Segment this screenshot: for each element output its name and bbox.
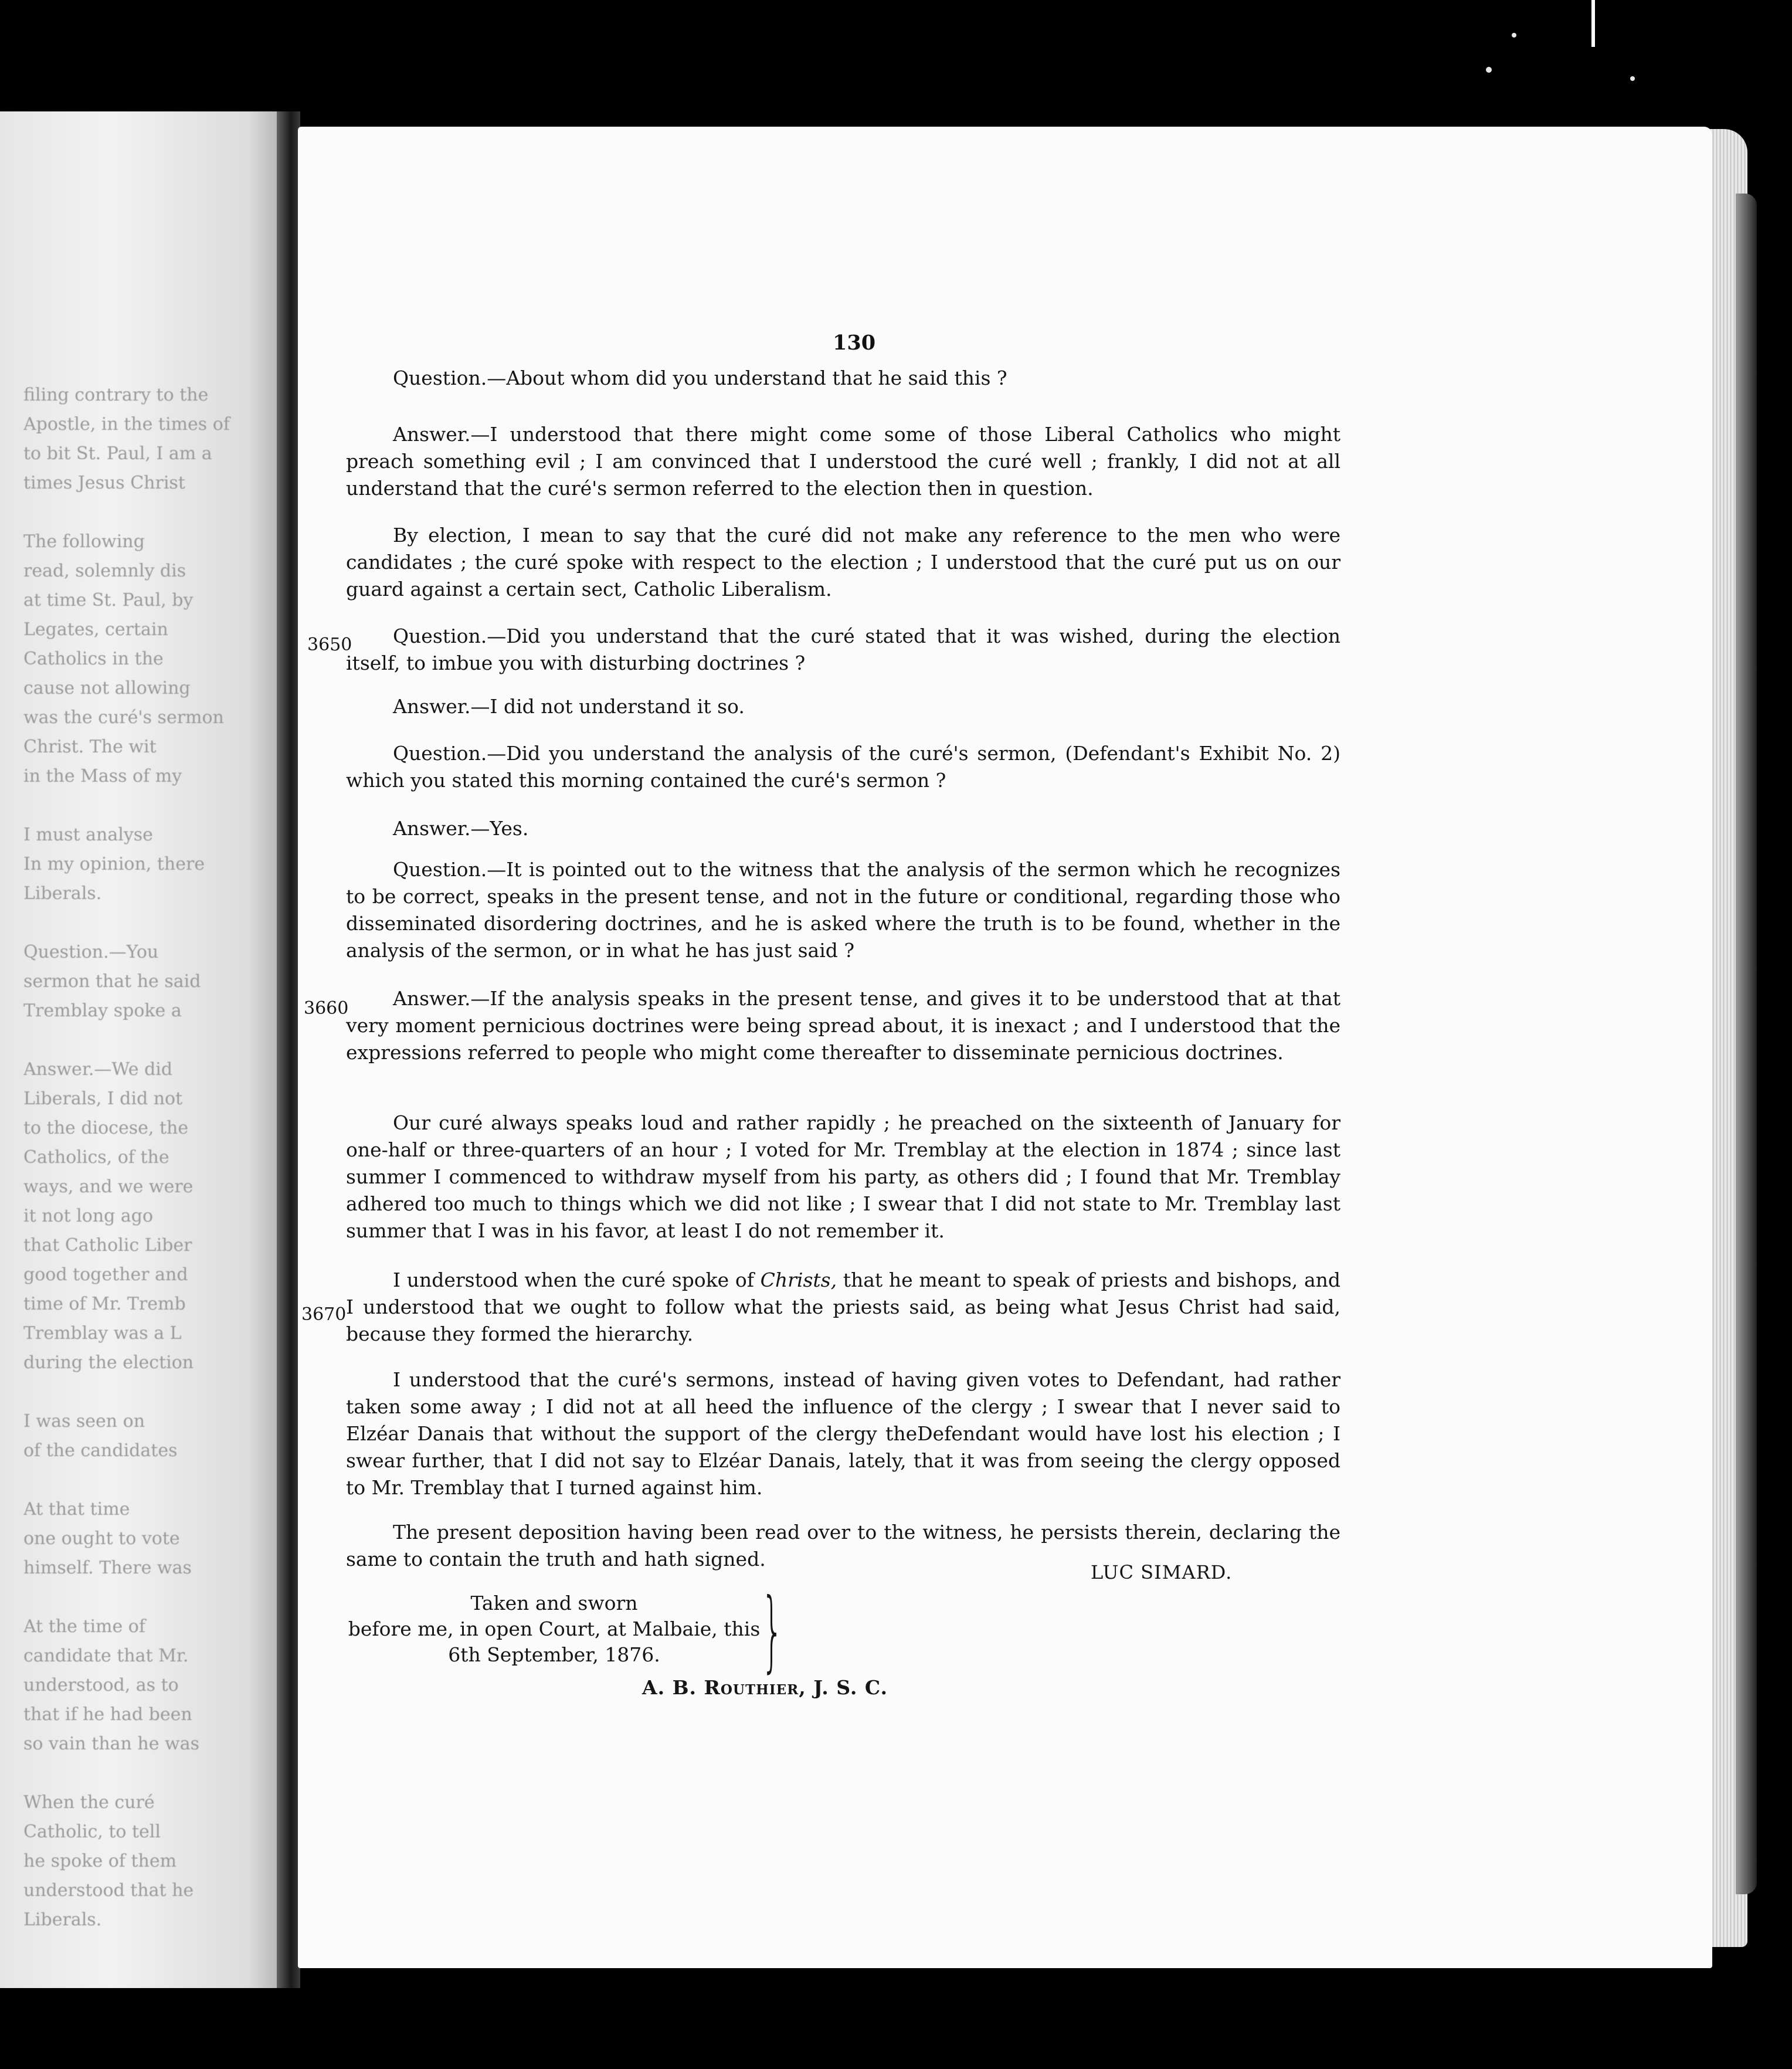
margin-line-number: 3660 xyxy=(304,998,349,1019)
paragraph: Question.—About whom did you understand that he said this ? xyxy=(393,367,1007,389)
italic-term: Christs, xyxy=(760,1268,837,1291)
bleed-through-text: time of Mr. Tremb xyxy=(23,1294,186,1314)
paragraph: The present deposition having been read over to the witness, he persists therein, declaring the same to contain the truth and hath signed. xyxy=(346,1521,1340,1571)
judge-signature xyxy=(642,1676,888,1699)
bleed-through-text: Answer.—We did xyxy=(23,1059,173,1080)
bleed-through-text: cause not allowing xyxy=(23,678,191,698)
curly-brace: } xyxy=(761,1580,784,1682)
bleed-through-text: one ought to vote xyxy=(23,1528,180,1549)
paragraph-text: that he meant to speak of priests and bishops, and I understood that we ought to follow what the priests said, as being what Jesus Christ had said, because they formed the hierarchy. xyxy=(346,1268,1340,1345)
paragraph: I understood that the curé's sermons, instead of having given votes to Defendant, had rather taken some away ; I did not at all heed the influence of the clergy ; I swear that I never said to Elzéar Danais that without the support of the clergy theDefendant would have lost his election ; I swear further, that I did not say to Elzéar Danais, lately, that it was from seeing the clergy opposed to Mr. Tremblay that I turned against him. xyxy=(346,1368,1340,1499)
bleed-through-text: he spoke of them xyxy=(23,1851,177,1871)
bleed-through-text: that Catholic Liber xyxy=(23,1235,192,1256)
bleed-through-text: understood that he xyxy=(23,1880,194,1901)
bleed-through-text: of the candidates xyxy=(23,1440,178,1461)
paragraph: Our curé always speaks loud and rather rapidly ; he preached on the sixteenth of January for one-half or three-quarters of an hour ; I voted for Mr. Tremblay at the election in 1874 ; since last summer I commenced to withdraw myself from his party, as others did ; I found that Mr. Tremblay adhered too much to things which we did not like ; I swear that I did not state to Mr. Tremblay last summer that I was in his favor, at least I do not remember it. xyxy=(346,1111,1340,1242)
crop-mark xyxy=(1591,0,1595,47)
bleed-through-text: Catholic, to tell xyxy=(23,1822,161,1842)
bleed-through-text: sermon that he said xyxy=(23,971,201,992)
bleed-through-text: Liberals. xyxy=(23,883,102,904)
bleed-through-text: Tremblay was a L xyxy=(23,1323,182,1344)
bleed-through-text: it not long ago xyxy=(23,1206,154,1226)
sworn-line: 6th September, 1876. xyxy=(448,1643,660,1666)
bleed-through-text: I was seen on xyxy=(23,1411,145,1432)
judge-initials: A. B. xyxy=(642,1676,704,1699)
bleed-through-text: during the election xyxy=(23,1352,194,1373)
bleed-through-text: understood, as to xyxy=(23,1675,179,1695)
bleed-through-text: that if he had been xyxy=(23,1704,192,1725)
paragraph-text: I understood when the curé spoke of xyxy=(393,1268,761,1291)
bleed-through-text: to the diocese, the xyxy=(23,1118,189,1138)
bleed-through-text: Liberals. xyxy=(23,1909,102,1930)
bleed-through-text: candidate that Mr. xyxy=(23,1646,189,1666)
bleed-through-text: good together and xyxy=(23,1264,188,1285)
dust-speck xyxy=(1630,76,1635,81)
bleed-through-text: Catholics, of the xyxy=(23,1147,169,1168)
sworn-statement xyxy=(343,1590,765,1668)
paragraph: Answer.—I did not understand it so. xyxy=(393,695,745,718)
facing-page xyxy=(0,111,277,1988)
dust-speck xyxy=(1486,67,1492,73)
bleed-through-text: filing contrary to the xyxy=(23,385,209,405)
bleed-through-text: ways, and we were xyxy=(23,1176,194,1197)
bleed-through-text: Apostle, in the times of xyxy=(23,414,230,435)
bleed-through-text: When the curé xyxy=(23,1792,155,1813)
dust-speck xyxy=(1512,33,1516,38)
bleed-through-text: I must analyse xyxy=(23,825,153,845)
paragraph xyxy=(346,1267,1340,1348)
bleed-through-text: Liberals, I did not xyxy=(23,1088,183,1109)
margin-line-number: 3670 xyxy=(301,1304,347,1325)
margin-line-number: 3650 xyxy=(307,635,352,655)
sworn-line: before me, in open Court, at Malbaie, this xyxy=(348,1617,761,1640)
bleed-through-text: In my opinion, there xyxy=(23,854,205,874)
paragraph: Answer.—If the analysis speaks in the present tense, and gives it to be understood that at that very moment pernicious doctrines were being spread about, it is inexact ; and I understood that the expressions referred to people who might come thereafter to disseminate pernicious doctrines. xyxy=(346,987,1340,1064)
bleed-through-text: to bit St. Paul, I am a xyxy=(23,443,212,464)
bleed-through-text: at time St. Paul, by xyxy=(23,590,194,610)
bleed-through-text: At the time of xyxy=(23,1616,145,1637)
bleed-through-text: At that time xyxy=(23,1499,130,1519)
page-number: 130 xyxy=(833,331,876,355)
paragraph: By election, I mean to say that the curé did not make any reference to the men who were candidates ; the curé spoke with respect to the election ; I understood that the curé put us on our guard against a certain sect, Catholic Liberalism. xyxy=(346,524,1340,601)
witness-signature: LUC SIMARD. xyxy=(1091,1561,1233,1583)
bleed-through-text: Question.—You xyxy=(23,942,159,962)
bleed-through-text: in the Mass of my xyxy=(23,766,182,786)
paragraph: Question.—It is pointed out to the witness that the analysis of the sermon which he recognizes to be correct, speaks in the present tense, and not in the future or conditional, regarding those who disseminated disordering doctrines, and he is asked where the truth is to be found, whether in the analysis of the sermon, or in what he has just said ? xyxy=(346,858,1340,962)
book-cover-edge xyxy=(1736,194,1757,1894)
paragraph: Answer.—I understood that there might come some of those Liberal Catholics who might preach something evil ; I am convinced that I understood the curé well ; frankly, I did not at all understand that the curé's sermon referred to the election then in question. xyxy=(346,423,1340,500)
bleed-through-text: was the curé's sermon xyxy=(23,707,224,728)
paragraph: Question.—Did you understand that the curé stated that it was wished, during the election itself, to imbue you with disturbing doctrines ? xyxy=(346,625,1340,674)
bleed-through-text: The following xyxy=(23,531,145,552)
sworn-line: Taken and sworn xyxy=(470,1592,638,1615)
judge-suffix: , J. S. C. xyxy=(799,1676,888,1699)
bleed-through-text: read, solemnly dis xyxy=(23,561,186,581)
bleed-through-text: Christ. The wit xyxy=(23,737,157,757)
bleed-through-text: Legates, certain xyxy=(23,619,168,640)
bleed-through-text: Catholics in the xyxy=(23,649,164,669)
paragraph: Answer.—Yes. xyxy=(393,817,529,840)
paragraph: Question.—Did you understand the analysis of the curé's sermon, (Defendant's Exhibit No. 2) which you stated this morning contained the curé's sermon ? xyxy=(346,742,1340,792)
book-gutter xyxy=(277,111,300,1988)
bleed-through-text: so vain than he was xyxy=(23,1734,199,1754)
bleed-through-text: times Jesus Christ xyxy=(23,473,185,493)
bleed-through-text: himself. There was xyxy=(23,1558,192,1578)
judge-surname: Routhier xyxy=(704,1676,799,1699)
bleed-through-text: Tremblay spoke a xyxy=(23,1000,182,1021)
